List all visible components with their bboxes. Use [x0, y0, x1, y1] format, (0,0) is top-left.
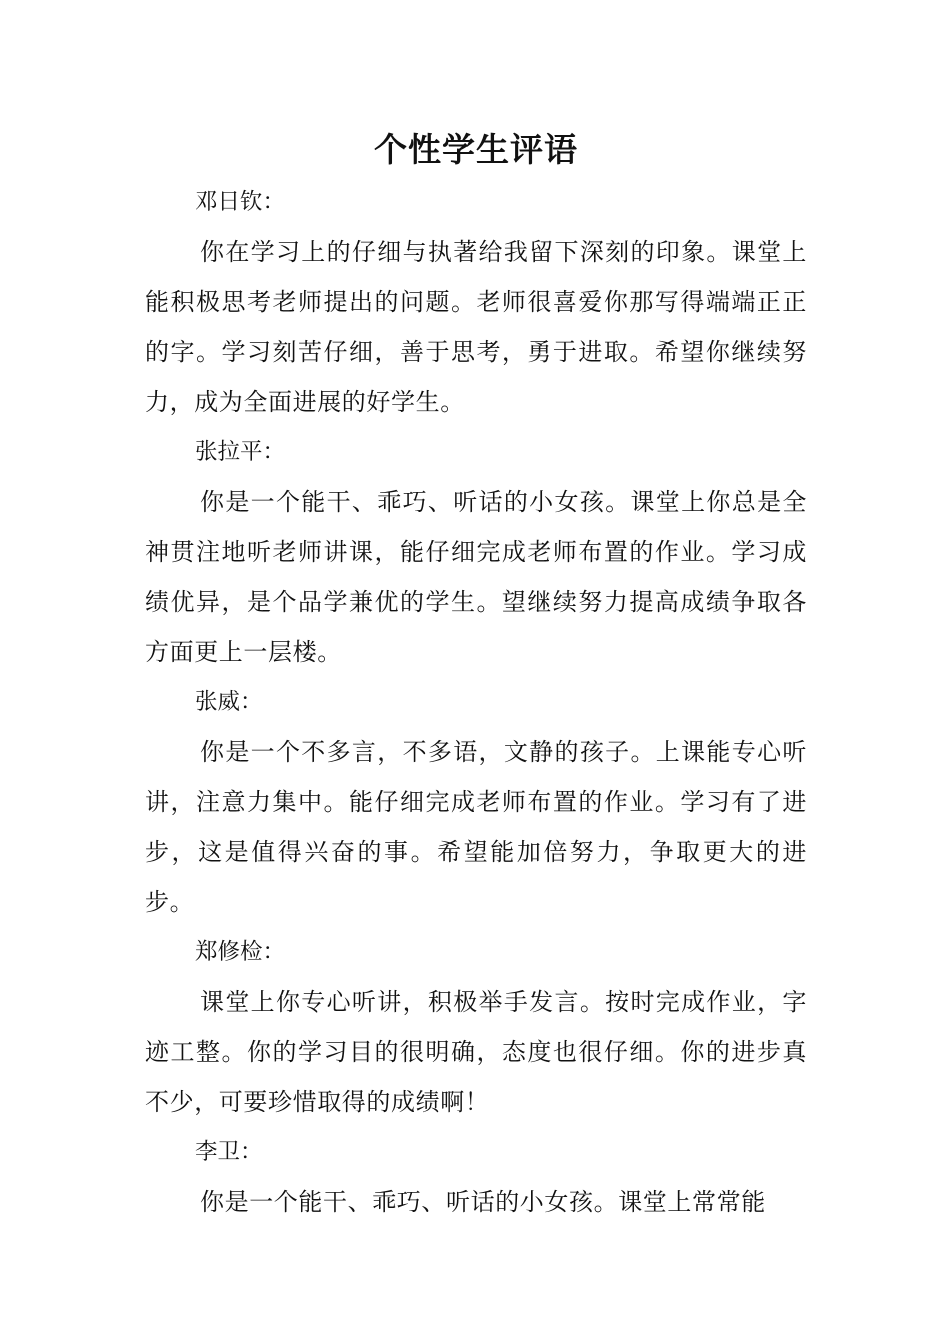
student-comment: 你是一个能干、乖巧、听话的小女孩。课堂上常常能	[200, 1188, 766, 1216]
student-name: 郑修检：	[195, 939, 286, 965]
student-entry-4	[145, 927, 807, 1127]
student-entry-1	[145, 177, 807, 427]
document-page	[145, 125, 807, 1227]
student-entry-5	[145, 1127, 807, 1227]
student-comment: 课堂上你专心听讲，积极举手发言。按时完成作业，字迹工整。你的学习目的很明确，态度也很仔细。你的进步真不少，可要珍惜取得的成绩啊！	[145, 988, 807, 1116]
student-comment: 你是一个能干、乖巧、听话的小女孩。课堂上你总是全神贯注地听老师讲课，能仔细完成老师布置的作业。学习成绩优异，是个品学兼优的学生。望继续努力提高成绩争取各方面更上一层楼。	[145, 488, 807, 666]
student-name: 张威：	[195, 689, 263, 715]
student-entry-2	[145, 427, 807, 677]
document-title: 个性学生评语	[374, 130, 578, 169]
student-name: 李卫：	[195, 1139, 263, 1165]
student-name: 张拉平：	[195, 439, 286, 465]
student-entry-3	[145, 677, 807, 927]
student-comment: 你是一个不多言，不多语，文静的孩子。上课能专心听讲，注意力集中。能仔细完成老师布置的作业。学习有了进步，这是值得兴奋的事。希望能加倍努力，争取更大的进步。	[145, 738, 807, 916]
student-name: 邓日钦：	[195, 189, 286, 215]
student-comment: 你在学习上的仔细与执著给我留下深刻的印象。课堂上能积极思考老师提出的问题。老师很喜爱你那写得端端正正的字。学习刻苦仔细，善于思考，勇于进取。希望你继续努力，成为全面进展的好学生。	[145, 238, 807, 416]
